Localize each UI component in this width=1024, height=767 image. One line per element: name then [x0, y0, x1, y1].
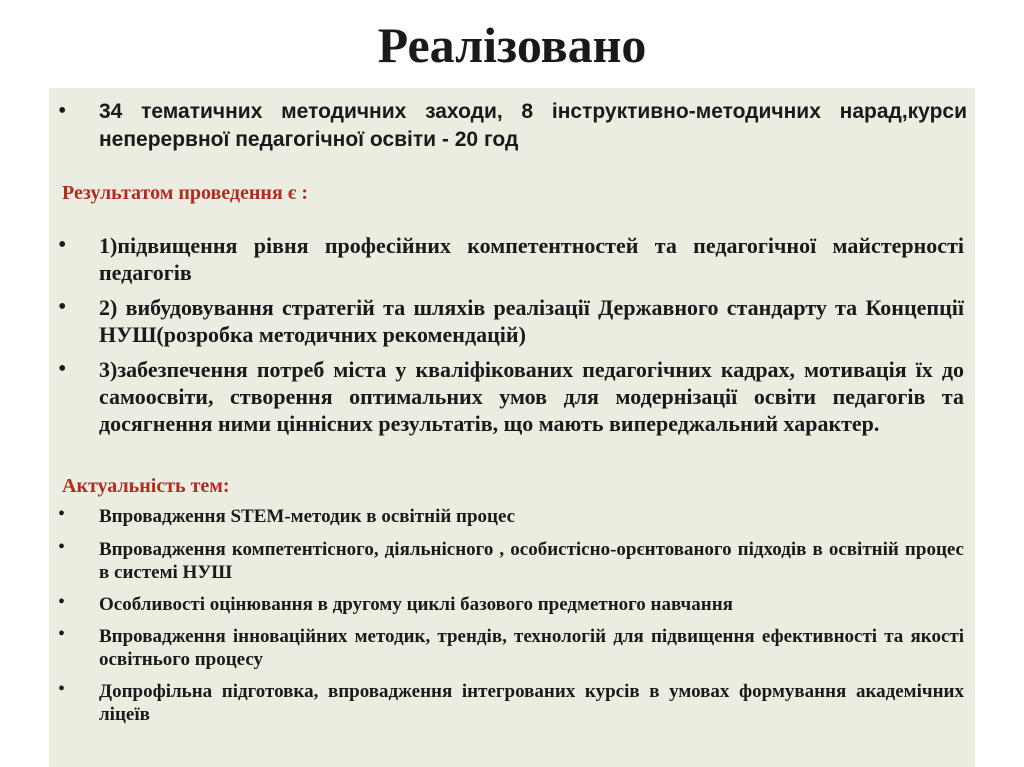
topics-heading: Актуальність тем: [62, 475, 230, 497]
content-panel [49, 88, 975, 767]
result-text: 2) вибудовування стратегій та шляхів реалізації Державного стандарту та Концепції НУШ(розробка методичних рекомендацій) [99, 295, 964, 347]
results-heading: Результатом проведення є : [62, 182, 309, 204]
bullet-dot: • [58, 591, 66, 613]
result-text: 3)забезпечення потреб міста у кваліфікованих педагогічних кадрах, мотивація їх до самоосвіти, створення оптимальних умов для модернізації освіти педагогів та досягнення ними ціннісних результатів, що мають випереджальний характер. [99, 357, 964, 436]
topic-text: Впровадження компетентісного, діяльнісного , особистісно-орєнтованого підходів в освітній процес в системі НУШ [99, 539, 964, 583]
bullet-dot: • [58, 536, 66, 558]
bullet-dot: • [58, 294, 67, 320]
bullet-dot: • [58, 356, 67, 382]
bullet-dot: • [58, 503, 66, 525]
topic-text: Особливості оцінювання в другому циклі базового предметного навчання [99, 594, 733, 615]
topic-text: Впровадження інноваційних методик, трендів, технологій для підвищення ефективності та якості освітнього процесу [99, 626, 964, 670]
bullet-dot: • [58, 98, 67, 124]
bullet-dot: • [58, 678, 66, 700]
topic-text: Допрофільна підготовка, впровадження інтегрованих курсів в умовах формування академічних ліцеїв [99, 681, 964, 725]
result-text: 1)підвищення рівня професійних компетентностей та педагогічної майстерності педагогів [99, 233, 964, 285]
topic-text: Впровадження STEM-методик в освітній процес [99, 506, 516, 527]
slide-title: Реалізовано [377, 17, 647, 73]
summary-text: 34 тематичних методичних заходи, 8 інструктивно-методичних нарад,курси неперервної педагогічної освіти - 20 год [99, 100, 967, 151]
bullet-dot: • [58, 623, 66, 645]
bullet-dot: • [58, 232, 67, 258]
